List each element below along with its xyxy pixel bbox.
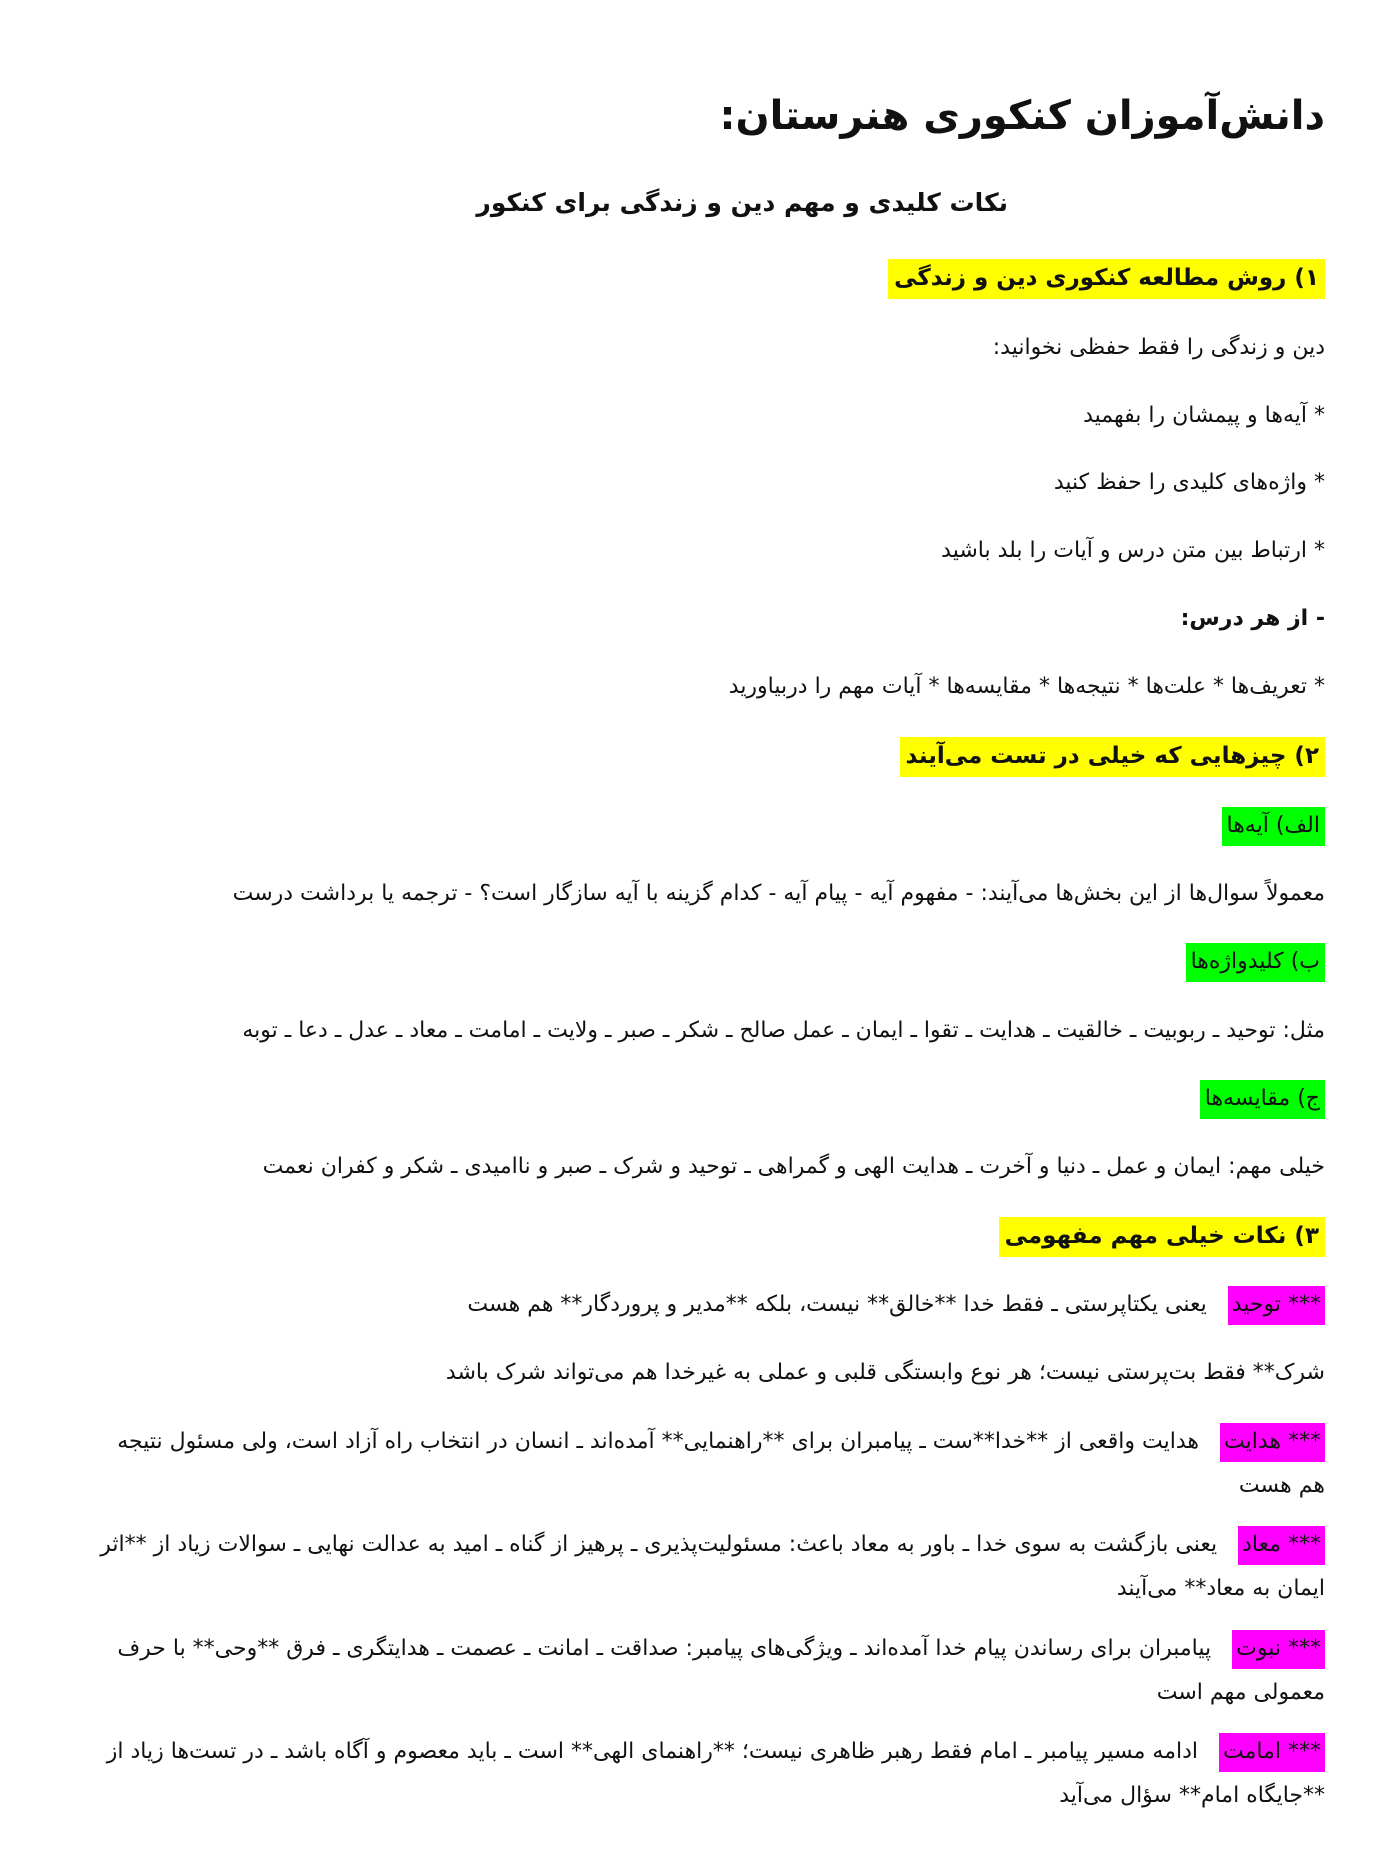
section2-c-label: ج) مقایسه‌ها [1200, 1080, 1325, 1119]
section1-heading-row [888, 262, 1325, 295]
section1-bullet-3: * ارتباط بین متن درس و آیات را بلد باشید [941, 538, 1325, 563]
section3-item-text: ادامه مسیر پیامبر ـ امام فقط رهبر ظاهری نیست؛ **راهنمای الهی** است ـ باید معصوم و آگاه باشد ـ در تست‌ها زیاد از **جایگاه امام** سؤال می‌آید [106, 1739, 1325, 1808]
section3-item-label: *** هدایت [1220, 1423, 1325, 1462]
page-title: دانش‌آموزان کنکوری هنرستان: [719, 93, 1325, 139]
section2-b-text: مثل: توحید ـ ربوبیت ـ خالقیت ـ هدایت ـ تقوا ـ ایمان ـ عمل صالح ـ شکر ـ صبر ـ ولایت ـ امامت ـ معاد ـ عدل ـ دعا ـ توبه [242, 1018, 1325, 1043]
page-subtitle: نکات کلیدی و مهم دین و زندگی برای کنکور [476, 188, 1008, 217]
section3-heading: ۳) نکات خیلی مهم مفهومی [999, 1217, 1325, 1257]
section2-c-text: خیلی مهم: ایمان و عمل ـ دنیا و آخرت ـ هدایت الهی و گمراهی ـ توحید و شرک ـ صبر و ناامیدی ـ شکر و کفران نعمت [262, 1154, 1325, 1179]
section2-b-label: ب) کلیدواژه‌ها [1186, 943, 1325, 982]
section1-from-each: - از هر درس: [1180, 606, 1325, 631]
section2-b-label-row [1186, 946, 1325, 978]
section3-item-label: *** توحید [1228, 1286, 1325, 1325]
section1-bullet-2: * واژه‌های کلیدی را حفظ کنید [1053, 470, 1325, 495]
section2-a-label: الف) آیه‌ها [1222, 807, 1326, 846]
section3-item-text: یعنی بازگشت به سوی خدا ـ باور به معاد باعث: مسئولیت‌پذیری ـ پرهیز از گناه ـ امید به عدالت نهایی ـ سوالات زیاد از **اثر ایمان به معاد** می‌آیند [100, 1532, 1325, 1601]
section3-item-label: *** نبوت [1232, 1630, 1325, 1669]
section3-item-label: *** معاد [1238, 1526, 1325, 1565]
section3-item-maad [90, 1523, 1325, 1611]
section2-a-label-row [1222, 810, 1326, 842]
section3-item-text: پیامبران برای رساندن پیام خدا آمده‌اند ـ ویژگی‌های پیامبر: صداقت ـ امانت ـ عصمت ـ هدایتگری ـ فرق **وحی** با حرف معمولی مهم است [117, 1636, 1325, 1705]
section1-intro: دین و زندگی را فقط حفظی نخوانید: [992, 335, 1325, 360]
section2-heading: ۲) چیزهایی که خیلی در تست می‌آیند [900, 737, 1325, 777]
section2-heading-row [900, 740, 1325, 773]
section3-item-text: یعنی یکتاپرستی ـ فقط خدا **خالق** نیست، بلکه **مدیر و پروردگار** هم هست [467, 1292, 1207, 1317]
section1-heading: ۱) روش مطالعه کنکوری دین و زندگی [888, 259, 1325, 299]
section1-bullet-1: * آیه‌ها و پیمشان را بفهمید [1083, 403, 1325, 428]
section2-a-text: معمولاً سوال‌ها از این بخش‌ها می‌آیند: - مفهوم آیه - پیام آیه - کدام گزینه با آیه سازگار است؟ - ترجمه یا برداشت درست [232, 881, 1325, 906]
section3-item-emamat [90, 1730, 1325, 1818]
section3-item-tawhid [467, 1289, 1325, 1321]
section3-item-text: شرک** فقط بت‌پرستی نیست؛ هر نوع وابستگی قلبی و عملی به غیرخدا هم می‌تواند شرک باشد [445, 1360, 1325, 1385]
section3-heading-row [999, 1220, 1325, 1253]
section3-item-hedayat [90, 1420, 1325, 1508]
section2-c-label-row [1200, 1083, 1325, 1115]
section1-items-line: * تعریف‌ها * علت‌ها * نتیجه‌ها * مقایسه‌ها * آیات مهم را دربیاورید [728, 674, 1325, 699]
section3-item-label: *** امامت [1219, 1733, 1325, 1772]
section3-item-nobovvat [90, 1627, 1325, 1715]
section3-item-shirk [446, 1357, 1325, 1389]
section3-item-text: هدایت واقعی از **خدا**ست ـ پیامبران برای **راهنمایی** آمده‌اند ـ انسان در انتخاب راه آزاد است، ولی مسئول نتیجه هم هست [117, 1429, 1325, 1498]
